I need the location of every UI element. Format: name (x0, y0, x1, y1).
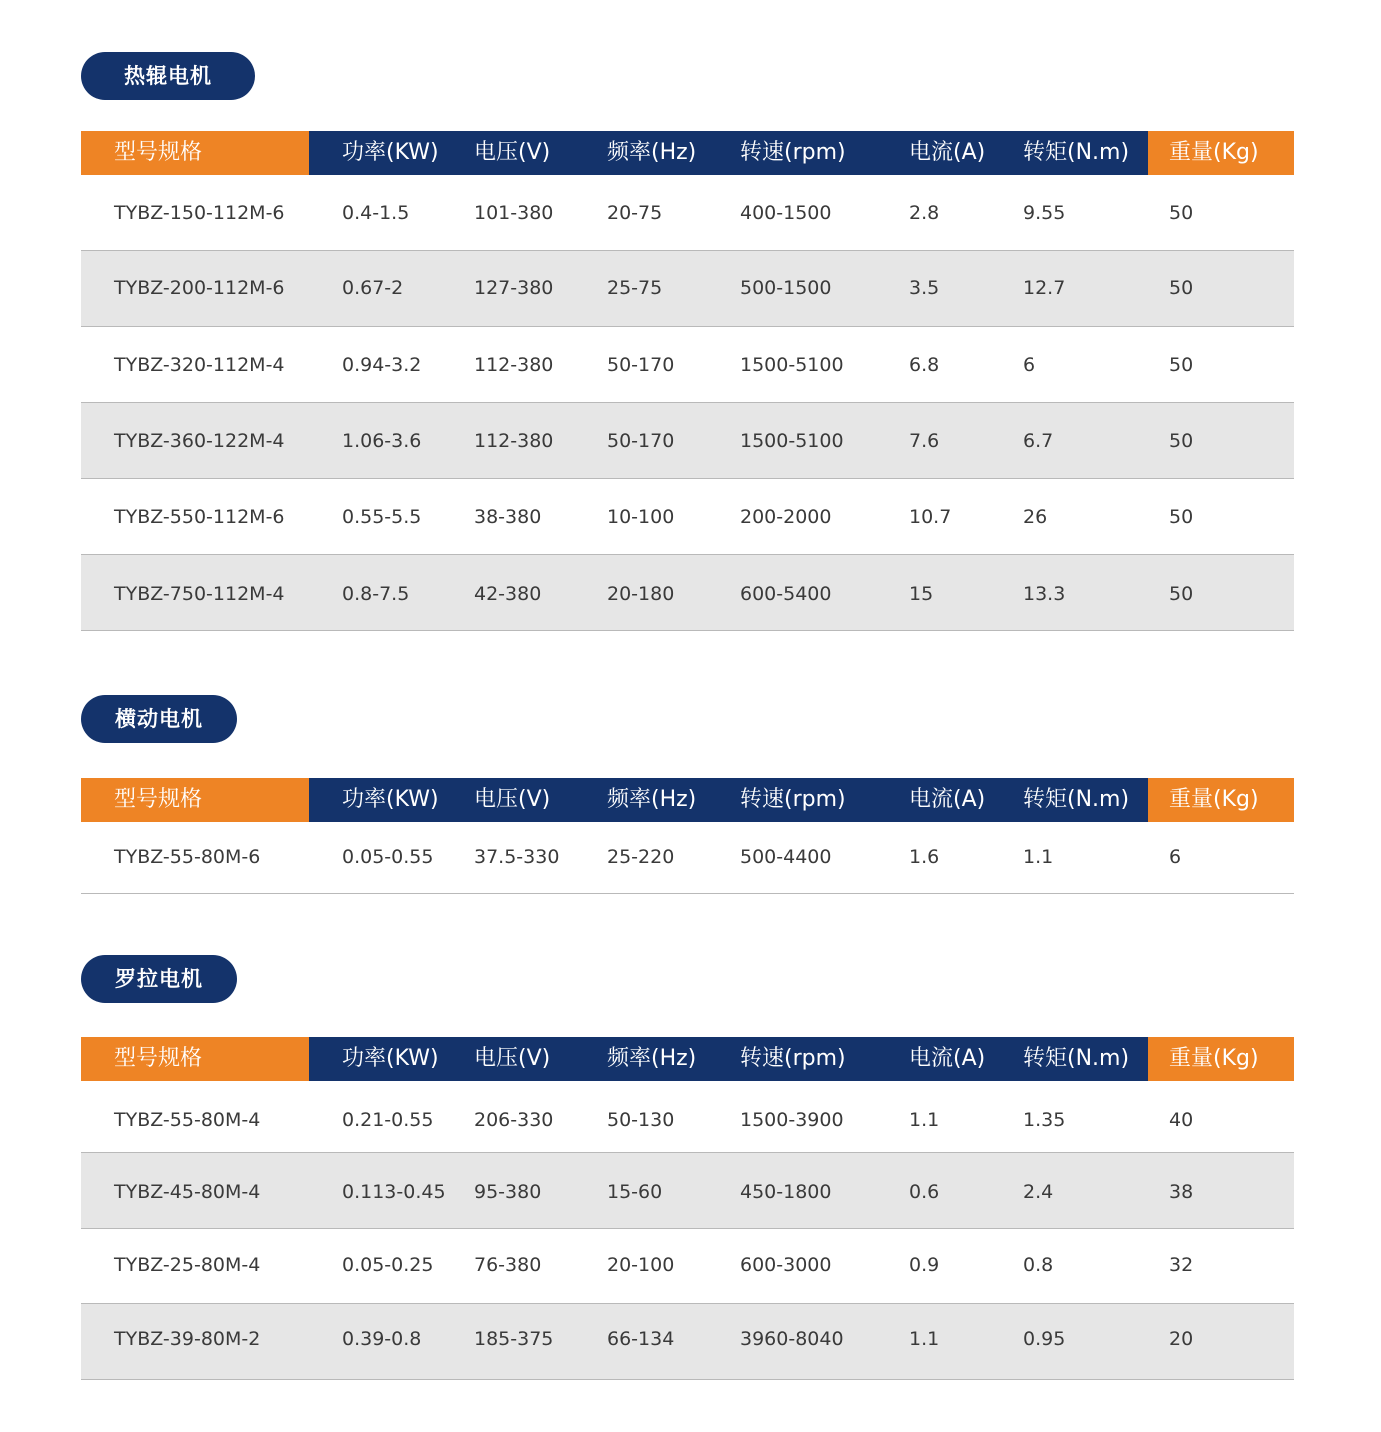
cell-weight: 32 (1169, 1254, 1194, 1276)
cell-model: TYBZ-550-112M-6 (114, 506, 285, 528)
cell-voltage: 112-380 (474, 430, 554, 452)
table-row (81, 175, 1294, 251)
table-header (81, 1037, 1294, 1081)
header-torque: 转矩(N.m) (1023, 787, 1130, 812)
table-row (81, 403, 1294, 479)
cell-current: 0.9 (909, 1254, 940, 1276)
cell-current: 3.5 (909, 277, 940, 299)
header-current: 电流(A) (909, 140, 986, 165)
cell-torque: 1.1 (1023, 846, 1054, 868)
cell-current: 1.6 (909, 846, 940, 868)
cell-power: 0.94-3.2 (342, 354, 422, 376)
header-power: 功率(KW) (342, 1046, 439, 1071)
cell-current: 7.6 (909, 430, 940, 452)
header-model: 型号规格 (114, 787, 203, 812)
cell-weight: 20 (1169, 1328, 1194, 1350)
header-frequency: 频率(Hz) (607, 140, 697, 165)
cell-torque: 13.3 (1023, 583, 1066, 605)
cell-model: TYBZ-360-122M-4 (114, 430, 285, 452)
cell-frequency: 66-134 (607, 1328, 675, 1350)
traverse-motor-table (81, 778, 1294, 894)
header-voltage: 电压(V) (474, 787, 551, 812)
cell-current: 6.8 (909, 354, 940, 376)
header-weight: 重量(Kg) (1169, 1046, 1259, 1071)
cell-speed: 450-1800 (740, 1181, 832, 1203)
cell-model: TYBZ-45-80M-4 (114, 1181, 261, 1203)
cell-model: TYBZ-150-112M-6 (114, 202, 285, 224)
cell-weight: 50 (1169, 430, 1194, 452)
hot-roller-motor-table (81, 131, 1294, 631)
cell-power: 0.05-0.55 (342, 846, 434, 868)
header-current: 电流(A) (909, 1046, 986, 1071)
cell-voltage: 42-380 (474, 583, 542, 605)
cell-frequency: 10-100 (607, 506, 675, 528)
cell-frequency: 20-75 (607, 202, 663, 224)
cell-current: 15 (909, 583, 934, 605)
cell-current: 2.8 (909, 202, 940, 224)
header-torque: 转矩(N.m) (1023, 140, 1130, 165)
cell-torque: 12.7 (1023, 277, 1066, 299)
table-row (81, 1304, 1294, 1380)
cell-weight: 50 (1169, 277, 1194, 299)
cell-torque: 26 (1023, 506, 1048, 528)
cell-frequency: 50-130 (607, 1109, 675, 1131)
cell-model: TYBZ-39-80M-2 (114, 1328, 261, 1350)
cell-voltage: 206-330 (474, 1109, 554, 1131)
cell-frequency: 50-170 (607, 354, 675, 376)
cell-torque: 0.8 (1023, 1254, 1054, 1276)
cell-weight: 50 (1169, 506, 1194, 528)
cell-power: 1.06-3.6 (342, 430, 422, 452)
cell-weight: 6 (1169, 846, 1182, 868)
cell-frequency: 25-220 (607, 846, 675, 868)
table-row (81, 1153, 1294, 1229)
cell-voltage: 101-380 (474, 202, 554, 224)
header-speed: 转速(rpm) (740, 140, 846, 165)
cell-speed: 600-5400 (740, 583, 832, 605)
cell-weight: 40 (1169, 1109, 1194, 1131)
cell-torque: 6.7 (1023, 430, 1054, 452)
cell-current: 1.1 (909, 1109, 940, 1131)
header-frequency: 频率(Hz) (607, 1046, 697, 1071)
cell-speed: 400-1500 (740, 202, 832, 224)
header-weight: 重量(Kg) (1169, 787, 1259, 812)
roller-motor-table (81, 1037, 1294, 1380)
cell-power: 0.113-0.45 (342, 1181, 446, 1203)
cell-speed: 200-2000 (740, 506, 832, 528)
cell-torque: 6 (1023, 354, 1036, 376)
cell-speed: 3960-8040 (740, 1328, 844, 1350)
header-voltage: 电压(V) (474, 1046, 551, 1071)
cell-voltage: 76-380 (474, 1254, 542, 1276)
header-speed: 转速(rpm) (740, 1046, 846, 1071)
header-speed: 转速(rpm) (740, 787, 846, 812)
table-row (81, 555, 1294, 631)
cell-speed: 600-3000 (740, 1254, 832, 1276)
header-voltage: 电压(V) (474, 140, 551, 165)
section-title-traverse-motor: 横动电机 (81, 695, 237, 743)
cell-torque: 0.95 (1023, 1328, 1066, 1350)
cell-weight: 50 (1169, 583, 1194, 605)
cell-weight: 50 (1169, 354, 1194, 376)
header-model: 型号规格 (114, 1046, 203, 1071)
cell-model: TYBZ-55-80M-6 (114, 846, 261, 868)
cell-frequency: 20-100 (607, 1254, 675, 1276)
table-row (81, 822, 1294, 894)
cell-power: 0.21-0.55 (342, 1109, 434, 1131)
cell-voltage: 185-375 (474, 1328, 554, 1350)
cell-weight: 50 (1169, 202, 1194, 224)
cell-weight: 38 (1169, 1181, 1194, 1203)
cell-current: 1.1 (909, 1328, 940, 1350)
cell-speed: 1500-5100 (740, 430, 844, 452)
cell-model: TYBZ-750-112M-4 (114, 583, 285, 605)
cell-power: 0.39-0.8 (342, 1328, 422, 1350)
table-row (81, 327, 1294, 403)
cell-torque: 2.4 (1023, 1181, 1054, 1203)
header-weight: 重量(Kg) (1169, 140, 1259, 165)
header-power: 功率(KW) (342, 787, 439, 812)
cell-model: TYBZ-320-112M-4 (114, 354, 285, 376)
cell-speed: 500-4400 (740, 846, 832, 868)
table-header (81, 778, 1294, 822)
cell-model: TYBZ-25-80M-4 (114, 1254, 261, 1276)
cell-voltage: 95-380 (474, 1181, 542, 1203)
cell-voltage: 112-380 (474, 354, 554, 376)
table-row (81, 1081, 1294, 1153)
cell-frequency: 15-60 (607, 1181, 663, 1203)
cell-model: TYBZ-55-80M-4 (114, 1109, 261, 1131)
table-row (81, 251, 1294, 327)
cell-speed: 1500-5100 (740, 354, 844, 376)
section-title-hot-roller-motor: 热辊电机 (81, 52, 255, 100)
cell-current: 10.7 (909, 506, 952, 528)
cell-voltage: 127-380 (474, 277, 554, 299)
header-model: 型号规格 (114, 140, 203, 165)
cell-voltage: 37.5-330 (474, 846, 560, 868)
table-header (81, 131, 1294, 175)
table-row (81, 1229, 1294, 1304)
cell-power: 0.4-1.5 (342, 202, 410, 224)
cell-power: 0.05-0.25 (342, 1254, 434, 1276)
cell-speed: 500-1500 (740, 277, 832, 299)
cell-frequency: 25-75 (607, 277, 663, 299)
cell-speed: 1500-3900 (740, 1109, 844, 1131)
cell-power: 0.8-7.5 (342, 583, 410, 605)
header-torque: 转矩(N.m) (1023, 1046, 1130, 1071)
header-current: 电流(A) (909, 787, 986, 812)
header-power: 功率(KW) (342, 140, 439, 165)
cell-current: 0.6 (909, 1181, 940, 1203)
section-title-roller-motor: 罗拉电机 (81, 955, 237, 1003)
cell-power: 0.67-2 (342, 277, 404, 299)
cell-frequency: 50-170 (607, 430, 675, 452)
cell-torque: 1.35 (1023, 1109, 1066, 1131)
header-frequency: 频率(Hz) (607, 787, 697, 812)
cell-frequency: 20-180 (607, 583, 675, 605)
cell-torque: 9.55 (1023, 202, 1066, 224)
table-row (81, 479, 1294, 555)
cell-voltage: 38-380 (474, 506, 542, 528)
cell-model: TYBZ-200-112M-6 (114, 277, 285, 299)
cell-power: 0.55-5.5 (342, 506, 422, 528)
